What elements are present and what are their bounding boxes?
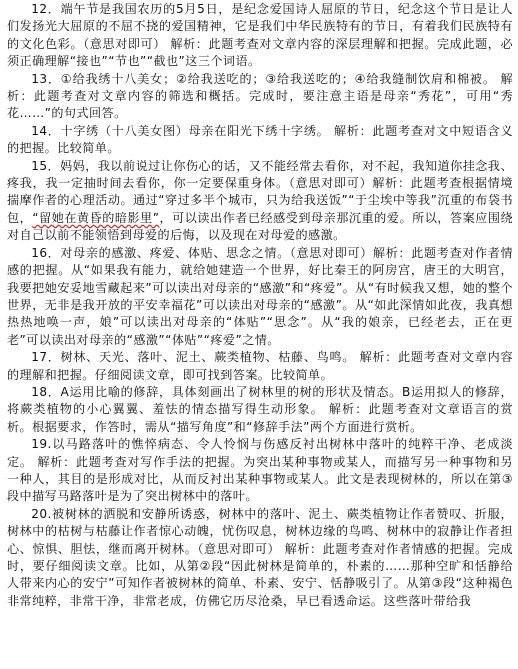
answer-15-underlined-quote: “留她在黄昏的暗影里”: [32, 210, 160, 225]
answer-12-text: 12．端午节是我国农历的5月5日，是纪念爱国诗人屈原的节日，纪念这个节日是让人们发扬光大屈原的不屈不挠的爱国精神，它是我们中华民族特有的节日，有着我们民族特有的文化色彩。（意思对即可） 解析：此题考查对文章内容的深层理解和把握。完成此题，必须正确理解“接也”“节也”“截也”这三个词语。: [7, 2, 513, 69]
answer-paragraph-16: [7, 245, 513, 349]
answer-15-text-part2: ，可以读出作者已经感受到母亲那沉重的爱。所以，答案应围绕对自己以前不能领悟到母爱的后悔，以及现在对母爱的感激。: [7, 210, 514, 243]
answer-18-text: 18．A运用比喻的修辞，具体刻画出了树林里的树的形状及情态。B运用拟人的修辞，将蕨类植物的小心翼翼、羞怯的情态描写得生动形象。 解析：此题考查对文章语言的赏析。根据要求，作答时，需从“描写角度”和“修辞手法”两个方面进行赏析。: [7, 384, 513, 434]
answer-paragraph-17: [7, 349, 513, 384]
answer-paragraph-13: [7, 71, 513, 123]
answer-16-text: 16．对母亲的感激、疼爱、体贴、思念之情。（意思对即可）解析：此题考查对作者情感的把握。从“如果我有能力，就给她建造一个世界，好比秦王的阿房宫，唐王的大明宫，我要把她安妥地雪藏起来”可以读出对母亲的“感激”和“疼爱”。从“有时候我又想，她的整个世界，无非是我开放的平安幸福花”可以读出对母亲的“感激”。从“如此深情如此夜，我真想热热地唤一声，娘”可以读出对母亲的“体贴”“思念”。从“我的娘亲，已经老去，正在更老”可以读出对母亲的“感激”“体贴”“疼爱”之情。: [7, 245, 513, 347]
answer-13-text: 13．①给我绣十八美女；②给我送吃的；③给我送吃的；④给我缝制饮肩和棉被。 解析：此题考查对文章内容的筛选和概括。完成时，要注意主语是母亲“秀花”，可用“秀花……”的句式回答。: [7, 71, 513, 121]
answer-paragraph-15: [7, 158, 513, 245]
answer-19-text: 19.以马路落叶的憔悴病态、令人怜悯与伤感反衬出树林中落叶的纯粹干净、老成淡定。 解析：此题考查对写作手法的把握。为突出某种事物或某人，而描写另一种事物和另一种人，其目的是形成对比，从而反衬出某种事物或某人。此文是表现树林的，所以在第③段中描写马路落叶是为了突出树林中的落叶。: [7, 437, 513, 504]
answer-15-text-part1: 15．妈妈，我以前说过让你伤心的话，又不能经常去看你，对不起，我知道你挂念我、疼我，我一定抽时间去看你，你一定要保重身体。（意思对即可）解析：此题考查根据情境揣摩作者的心理活动。通过“穿过多半个城市，只为给我送饭”“于尘埃中等我”沉重的布袋书包，: [7, 158, 513, 225]
answer-paragraph-19: [7, 436, 513, 506]
answer-paragraph-12: [7, 1, 513, 71]
answer-17-text: 17．树林、天光、落叶、泥土、蕨类植物、枯藤、鸟鸣。 解析：此题考查对文章内容的理解和把握。仔细阅读文章，即可找到答案。比较简单。: [7, 350, 513, 382]
answer-14-text: 14．十字绣（十八美女图）母亲在阳光下绣十字绣。 解析：此题考查对文中短语含义的把握。比较简单。: [7, 123, 513, 156]
answer-20-text: 20.被树林的洒脱和安静所诱惑，树林中的落叶、泥土、蕨类植物让作者赞叹、折服，树林中的枯树与枯藤让作者惊心动魄，忧伤叹息，树林边缘的鸟鸣、树林中的寂静让作者担心、惊惧、胆怯，继而离开树林。（意思对即可） 解析：此题考查对作者情感的把握。完成时，要仔细阅读文章。比如，从第②段“因此树林是简单的，朴素的……那种空旷和恬静给人带来内心的安宁”可知作者被树林的简单、朴素、安宁、恬静吸引了。从第③段“这种褐色非常纯粹，非常干净，非常老成，仿佛它历尽沧桑，早已看透命运。这些落叶带给我: [7, 506, 513, 608]
answer-paragraph-14: [7, 123, 513, 158]
answer-paragraph-18: [7, 384, 513, 436]
answer-paragraph-20: [7, 506, 513, 610]
